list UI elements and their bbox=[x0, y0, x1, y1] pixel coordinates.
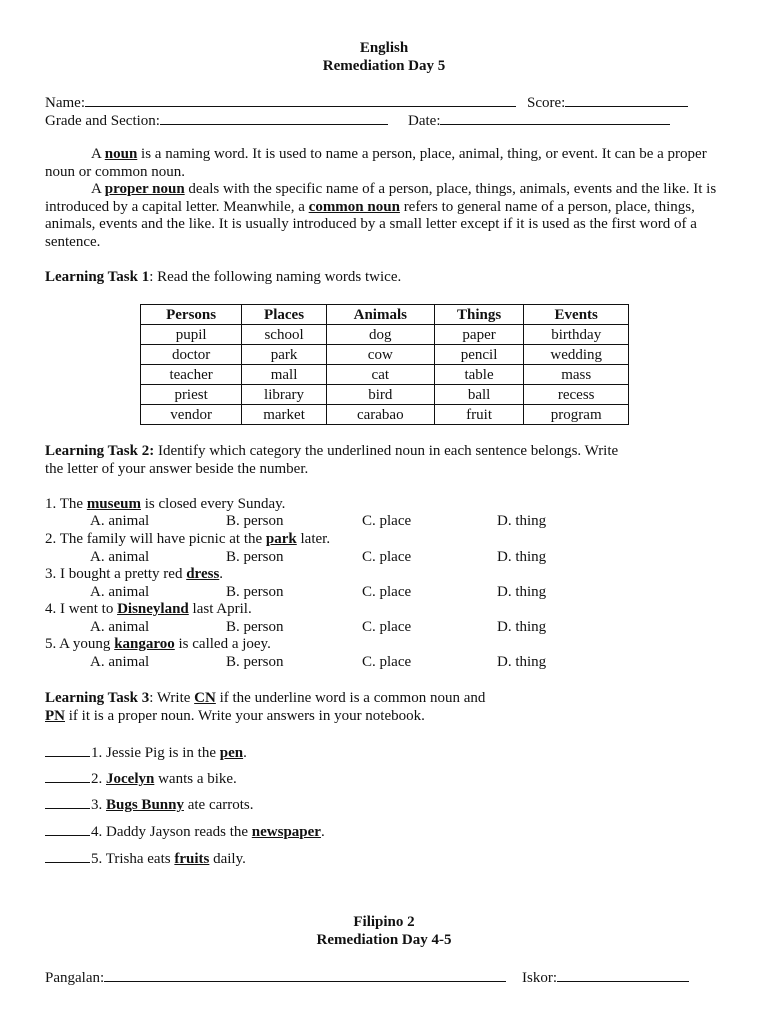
table-cell: paper bbox=[434, 325, 524, 345]
intro-paragraph-2: A proper noun deals with the specific name of a person, place, things, animals, events and the like. It is introduced by a capital letter. Meanwhile, a common noun refers to general name of a person, place, things, animals, events and the like. It is usually introduced by a small letter except if it is used as the first word of a sentence. bbox=[45, 181, 717, 250]
term-noun: noun bbox=[104, 146, 138, 162]
table-cell: priest bbox=[141, 385, 242, 405]
intro-text bbox=[45, 146, 725, 251]
option-a: A. animal bbox=[90, 619, 150, 635]
underlined-noun: Disneyland bbox=[117, 601, 189, 617]
column-header: Events bbox=[524, 305, 629, 325]
column-header: Things bbox=[434, 305, 524, 325]
exercise-2: 2. Jocelyn wants a bike. bbox=[45, 769, 237, 788]
pn-abbrev: PN bbox=[45, 708, 65, 724]
date-blank bbox=[440, 110, 670, 125]
answer-blank bbox=[45, 822, 90, 836]
subject-title: English bbox=[359, 40, 409, 56]
option-d: D. thing bbox=[497, 549, 547, 565]
pangalan-blank bbox=[104, 967, 506, 982]
table-cell: park bbox=[242, 345, 327, 365]
option-a: A. animal bbox=[90, 513, 150, 529]
option-a: A. animal bbox=[90, 549, 150, 565]
question-1: 1. The museum is closed every Sunday. bbox=[45, 496, 286, 512]
option-d: D. thing bbox=[497, 513, 547, 529]
iskor-blank bbox=[557, 967, 689, 982]
table-cell: mass bbox=[524, 365, 629, 385]
underlined-noun: museum bbox=[86, 496, 141, 512]
table-row bbox=[141, 385, 629, 405]
term-common-noun: common noun bbox=[308, 198, 400, 215]
table-cell: library bbox=[242, 385, 327, 405]
option-c: C. place bbox=[362, 584, 412, 600]
task1-label: Learning Task 1 bbox=[45, 269, 150, 285]
pangalan-label: Pangalan: bbox=[45, 970, 105, 986]
question-4: 4. I went to Disneyland last April. bbox=[45, 601, 252, 617]
next-subject-title: Filipino 2 bbox=[353, 914, 415, 930]
underlined-word: pen bbox=[219, 745, 244, 761]
iskor-label: Iskor: bbox=[522, 970, 557, 986]
intro-paragraph-1: A noun is a naming word. It is used to name a person, place, animal, thing, or event. It can be a proper noun or common noun. bbox=[45, 146, 707, 180]
task3-heading-line2: PN if it is a proper noun. Write your answers in your notebook. bbox=[45, 708, 425, 724]
underlined-word: Jocelyn bbox=[106, 771, 155, 787]
table-cell: dog bbox=[326, 325, 434, 345]
table-cell: table bbox=[434, 365, 524, 385]
table-cell: ball bbox=[434, 385, 524, 405]
score-label: Score: bbox=[527, 95, 566, 111]
table-cell: school bbox=[242, 325, 327, 345]
naming-words-table bbox=[140, 304, 629, 425]
table-row bbox=[141, 405, 629, 425]
column-header: Persons bbox=[141, 305, 242, 325]
option-b: B. person bbox=[226, 619, 284, 635]
underlined-noun: kangaroo bbox=[114, 636, 175, 652]
table-cell: bird bbox=[326, 385, 434, 405]
option-d: D. thing bbox=[497, 619, 547, 635]
option-b: B. person bbox=[226, 584, 284, 600]
grade-blank bbox=[160, 110, 388, 125]
table-cell: cat bbox=[326, 365, 434, 385]
task3-heading: Learning Task 3: Write CN if the underline word is a common noun and bbox=[45, 690, 486, 706]
score-blank bbox=[565, 92, 688, 107]
answer-blank bbox=[45, 769, 90, 783]
table-cell: teacher bbox=[141, 365, 242, 385]
table-cell: birthday bbox=[524, 325, 629, 345]
table-cell: carabao bbox=[326, 405, 434, 425]
date-field bbox=[408, 110, 670, 130]
underlined-noun: dress bbox=[186, 566, 220, 582]
task1-text: : Read the following naming words twice. bbox=[149, 269, 402, 285]
table-cell: doctor bbox=[141, 345, 242, 365]
table-row bbox=[141, 365, 629, 385]
name-field bbox=[45, 92, 516, 112]
table-cell: pencil bbox=[434, 345, 524, 365]
name-blank bbox=[85, 92, 516, 107]
option-c: C. place bbox=[362, 513, 412, 529]
table-cell: market bbox=[242, 405, 327, 425]
table-row bbox=[141, 345, 629, 365]
option-a: A. animal bbox=[90, 654, 150, 670]
underlined-word: fruits bbox=[174, 851, 210, 867]
table-cell: wedding bbox=[524, 345, 629, 365]
table-cell: mall bbox=[242, 365, 327, 385]
option-b: B. person bbox=[226, 513, 284, 529]
score-field bbox=[527, 92, 688, 112]
task2-label: Learning Task 2: bbox=[45, 443, 155, 459]
exercise-3: 3. Bugs Bunny ate carrots. bbox=[45, 795, 254, 814]
cn-abbrev: CN bbox=[194, 690, 216, 706]
exercise-4: 4. Daddy Jayson reads the newspaper. bbox=[45, 822, 325, 841]
underlined-word: Bugs Bunny bbox=[106, 797, 184, 813]
question-2: 2. The family will have picnic at the park later. bbox=[45, 531, 331, 547]
table-cell: pupil bbox=[141, 325, 242, 345]
exercise-5: 5. Trisha eats fruits daily. bbox=[45, 849, 246, 868]
table-cell: fruit bbox=[434, 405, 524, 425]
option-b: B. person bbox=[226, 549, 284, 565]
underlined-word: newspaper bbox=[251, 824, 321, 840]
term-proper-noun: proper noun bbox=[104, 181, 185, 197]
option-c: C. place bbox=[362, 549, 412, 565]
exercise-1: 1. Jessie Pig is in the pen. bbox=[45, 743, 247, 762]
option-c: C. place bbox=[362, 619, 412, 635]
table-cell: recess bbox=[524, 385, 629, 405]
grade-field bbox=[45, 110, 388, 130]
table-header-row bbox=[141, 305, 629, 325]
answer-blank bbox=[45, 743, 90, 757]
question-3: 3. I bought a pretty red dress. bbox=[45, 566, 224, 582]
task2-heading: Learning Task 2: Identify which category the underlined noun in each sentence belongs. Write bbox=[45, 443, 619, 459]
grade-label: Grade and Section: bbox=[45, 113, 160, 129]
answer-blank bbox=[45, 849, 90, 863]
option-b: B. person bbox=[226, 654, 284, 670]
day-title: Remediation Day 5 bbox=[322, 58, 446, 74]
option-c: C. place bbox=[362, 654, 412, 670]
pangalan-field bbox=[45, 967, 506, 987]
task1-heading bbox=[45, 269, 401, 286]
table-cell: vendor bbox=[141, 405, 242, 425]
table-row bbox=[141, 325, 629, 345]
task2-heading-line2: the letter of your answer beside the number. bbox=[45, 461, 309, 477]
table-cell: program bbox=[524, 405, 629, 425]
task3-label: Learning Task 3 bbox=[45, 690, 150, 706]
column-header: Places bbox=[242, 305, 327, 325]
column-header: Animals bbox=[326, 305, 434, 325]
date-label: Date: bbox=[408, 113, 441, 129]
next-day-title: Remediation Day 4-5 bbox=[316, 932, 452, 948]
question-5: 5. A young kangaroo is called a joey. bbox=[45, 636, 271, 652]
option-d: D. thing bbox=[497, 654, 547, 670]
iskor-field bbox=[522, 967, 689, 987]
answer-blank bbox=[45, 795, 90, 809]
underlined-noun: park bbox=[265, 531, 297, 547]
table-cell: cow bbox=[326, 345, 434, 365]
option-a: A. animal bbox=[90, 584, 150, 600]
name-label: Name: bbox=[45, 95, 85, 111]
option-d: D. thing bbox=[497, 584, 547, 600]
